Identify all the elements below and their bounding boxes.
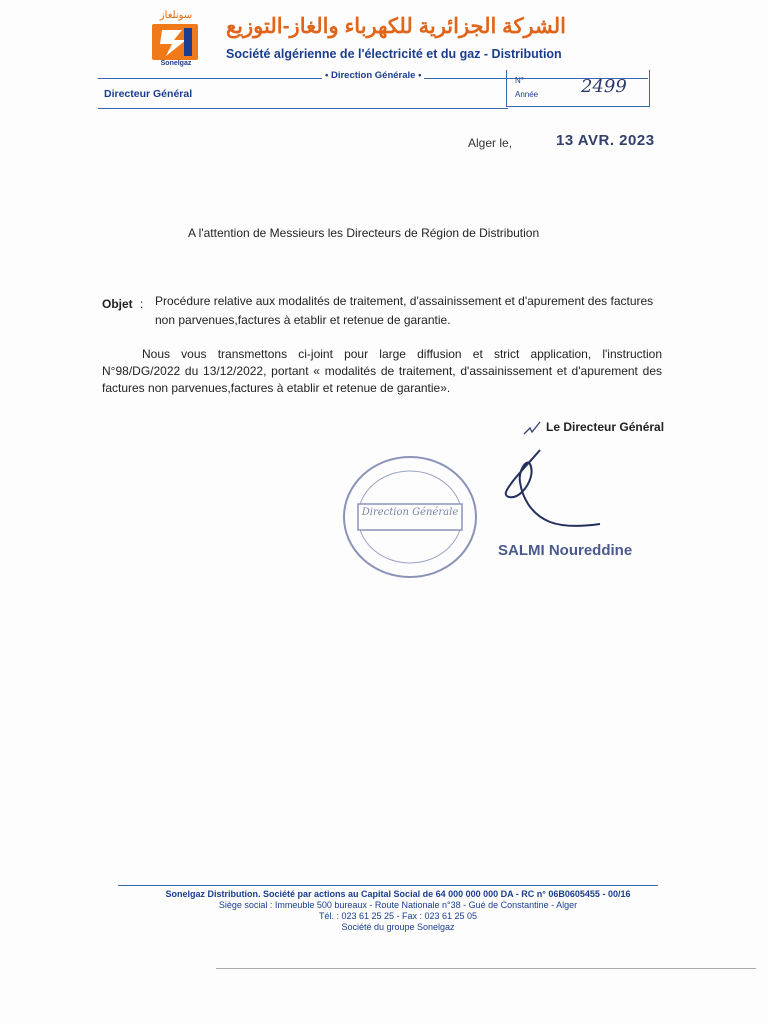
directeur-label: Directeur Général [104,88,193,100]
footer-company-info: Sonelgaz Distribution. Société par actions au Capital Social de 64 000 000 000 DA - RC n° 06B0605455 - 00/16 [165,889,631,899]
initials-mark-icon [522,420,544,438]
signer-title: Le Directeur Général [546,420,665,434]
numero-value: 2499 [581,76,627,97]
numero-label: N° [515,76,524,85]
attention-line: A l'attention de Messieurs les Directeurs de Région de Distribution [188,226,540,240]
footer-phone: Tél. : 023 61 25 25 - Fax : 023 61 25 05 [318,911,478,921]
signer-name: SALMI Noureddine [498,542,633,559]
direction-label: • Direction Générale • [322,70,424,81]
objet-label: Objet [102,297,133,311]
company-title-french: Société algérienne de l'électricité et du gaz - Distribution [226,47,562,61]
reference-box [506,70,650,107]
lightning-logo-icon [152,24,198,60]
stamp-center-text: Direction Générale [361,507,459,518]
date-stamp: 13 AVR. 2023 [556,132,655,149]
body-paragraph: Nous vous transmettons ci-joint pour large diffusion et strict application, l'instruction N°98/DG/2022 du 13/12/2022, portant « modalités de traitement, d'assainissement et d'apurement des factures non parvenues,factures à etablir et retenue de garantie». [102,347,662,395]
logo-caption: Sonelgaz [160,60,192,67]
sonelgaz-logo [152,24,198,60]
official-stamp [340,452,480,582]
logo-arabic-text: سونلغاز [159,10,193,21]
company-title-arabic: الشركة الجزائرية للكهرباء والغاز-التوزيع [225,15,566,38]
objet-text: Procédure relative aux modalités de traitement, d'assainissement et d'apurement des factures non parvenues,factures à etablir et retenue de garantie. [155,294,654,327]
handwritten-signature [500,442,610,532]
header-divider-lower [98,108,508,109]
footer-divider [118,885,658,886]
footer-address: Siège social : Immeuble 500 bureaux - Route Nationale n°38 - Gué de Constantine - Alger [218,900,578,910]
objet-colon: : [140,297,144,311]
date-label: Alger le, [468,136,513,150]
annee-label: Année [515,90,539,99]
footer-bottom-line [216,968,756,969]
footer [118,889,678,933]
footer-group: Société du groupe Sonelgaz [341,922,455,932]
